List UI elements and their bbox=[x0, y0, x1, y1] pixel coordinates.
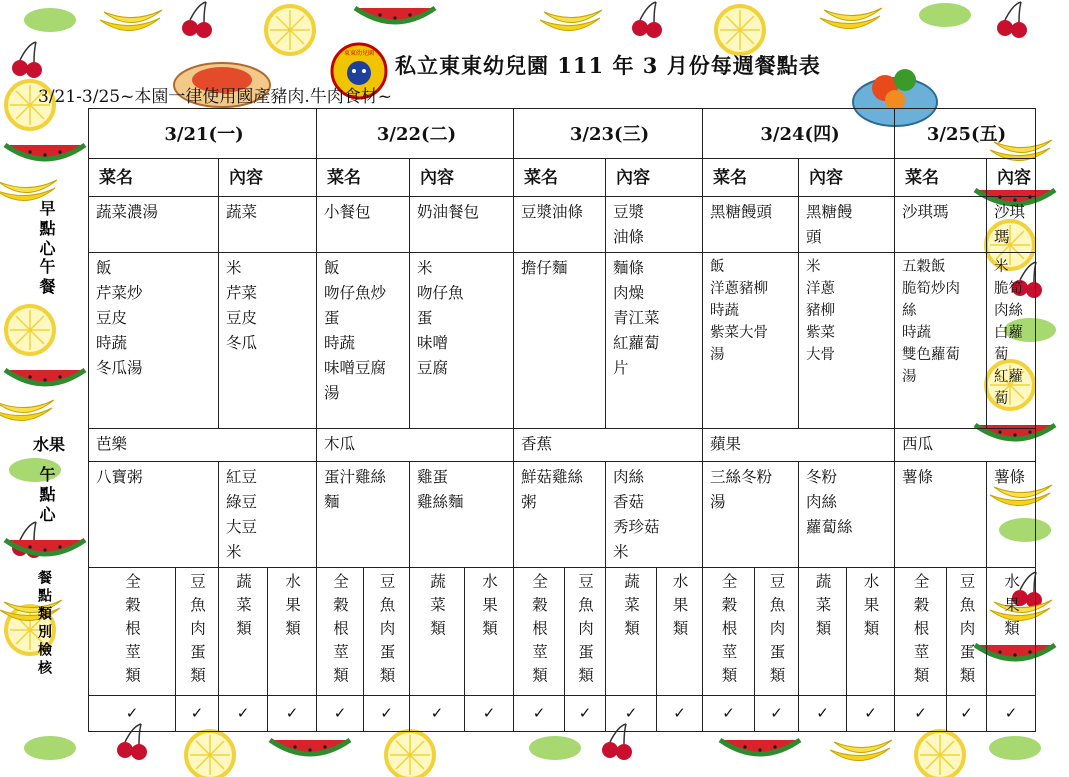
check-mark-icon: ✓ bbox=[190, 704, 204, 722]
lunch-dish: 五穀飯 脆筍炒肉 絲 時蔬 雙色蘿蔔 湯 bbox=[895, 253, 987, 429]
date-header-mon: 3/21(一) bbox=[89, 109, 317, 159]
food-group-cell bbox=[755, 568, 799, 696]
page-subtitle: 3/21-3/25~本園一律使用國產豬肉.牛肉食材~ bbox=[38, 87, 392, 107]
col-header-content: 內容 bbox=[606, 159, 703, 197]
food-group-cell bbox=[410, 568, 465, 696]
snack-dish: 八寶粥 bbox=[89, 462, 219, 568]
food-group-label: 全穀根莖類 bbox=[530, 573, 548, 691]
food-group-cell bbox=[317, 568, 364, 696]
check-mark-icon: ✓ bbox=[125, 704, 139, 722]
check-cell bbox=[657, 696, 703, 732]
food-group-cell bbox=[268, 568, 317, 696]
fruit-cell: 芭樂 bbox=[89, 429, 317, 462]
snack-dish: 鮮菇雞絲 粥 bbox=[514, 462, 606, 568]
breakfast-dish: 蔬菜濃湯 bbox=[89, 197, 219, 253]
col-header-content: 內容 bbox=[219, 159, 317, 197]
check-cell bbox=[987, 696, 1036, 732]
check-mark-icon: ✓ bbox=[333, 704, 347, 722]
check-cell bbox=[895, 696, 947, 732]
lunch-dish: 飯 吻仔魚炒 蛋 時蔬 味噌豆腐 湯 bbox=[317, 253, 410, 429]
col-header-dish: 菜名 bbox=[895, 159, 987, 197]
lunch-content: 米 吻仔魚 蛋 味噌 豆腐 bbox=[410, 253, 514, 429]
col-header-content: 內容 bbox=[799, 159, 895, 197]
food-group-label: 豆魚肉蛋類 bbox=[957, 573, 976, 691]
col-header-content: 內容 bbox=[987, 159, 1036, 197]
breakfast-content: 沙琪瑪 bbox=[987, 197, 1036, 253]
col-header-dish: 菜名 bbox=[317, 159, 410, 197]
check-mark-icon: ✓ bbox=[624, 704, 638, 722]
snack-dish: 三絲冬粉 湯 bbox=[703, 462, 799, 568]
page-title: 私立東東幼兒園 111 年 3 月份每週餐點表 bbox=[395, 53, 821, 78]
check-mark-icon: ✓ bbox=[914, 704, 927, 722]
breakfast-content: 豆漿 油條 bbox=[606, 197, 703, 253]
food-group-label: 水果類 bbox=[283, 573, 301, 644]
food-group-label: 蔬菜類 bbox=[234, 573, 252, 644]
check-cell bbox=[755, 696, 799, 732]
breakfast-dish: 沙琪瑪 bbox=[895, 197, 987, 253]
check-mark-icon: ✓ bbox=[673, 704, 686, 722]
food-group-label: 水果類 bbox=[861, 573, 880, 644]
snack-content: 肉絲 香菇 秀珍菇 米 bbox=[606, 462, 703, 568]
check-cell bbox=[703, 696, 755, 732]
check-cell bbox=[606, 696, 657, 732]
snack-content: 雞蛋 雞絲麵 bbox=[410, 462, 514, 568]
check-mark-icon: ✓ bbox=[236, 704, 250, 722]
lunch-content: 米 脆筍 肉絲 白蘿蔔 紅蘿蔔 bbox=[987, 253, 1036, 429]
food-group-label: 全穀根莖類 bbox=[911, 573, 930, 691]
check-cell bbox=[514, 696, 565, 732]
food-group-cell bbox=[987, 568, 1036, 696]
lunch-dish: 飯 芹菜炒 豆皮 時蔬 冬瓜湯 bbox=[89, 253, 219, 429]
check-cell bbox=[317, 696, 364, 732]
col-header-dish: 菜名 bbox=[514, 159, 606, 197]
check-mark-icon: ✓ bbox=[532, 704, 546, 722]
check-cell bbox=[176, 696, 219, 732]
breakfast-content: 奶油餐包 bbox=[410, 197, 514, 253]
food-group-cell bbox=[895, 568, 947, 696]
food-group-cell bbox=[89, 568, 176, 696]
food-group-label: 水果類 bbox=[670, 573, 689, 644]
breakfast-content: 黑糖饅 頭 bbox=[799, 197, 895, 253]
col-header-dish: 菜名 bbox=[89, 159, 219, 197]
snack-content: 冬粉 肉絲 蘿蔔絲 bbox=[799, 462, 895, 568]
food-group-cell bbox=[465, 568, 514, 696]
row-label-breakfast: 早點心 bbox=[37, 200, 56, 260]
food-group-cell bbox=[657, 568, 703, 696]
food-group-cell bbox=[606, 568, 657, 696]
col-header-content: 內容 bbox=[410, 159, 514, 197]
food-group-cell bbox=[703, 568, 755, 696]
check-cell bbox=[465, 696, 514, 732]
breakfast-dish: 小餐包 bbox=[317, 197, 410, 253]
food-group-label: 全穀根莖類 bbox=[331, 573, 349, 691]
row-label-check: 餐點類別檢核 bbox=[36, 570, 52, 678]
food-group-cell bbox=[565, 568, 606, 696]
food-group-label: 蔬菜類 bbox=[428, 573, 446, 644]
food-group-label: 豆魚肉蛋類 bbox=[188, 573, 206, 691]
breakfast-dish: 黑糖饅頭 bbox=[703, 197, 799, 253]
svg-text:東東幼兒園: 東東幼兒園 bbox=[343, 50, 375, 57]
check-mark-icon: ✓ bbox=[482, 704, 496, 722]
check-mark-icon: ✓ bbox=[864, 704, 877, 722]
check-mark-icon: ✓ bbox=[722, 704, 735, 722]
row-label-lunch: 午餐 bbox=[37, 258, 56, 298]
food-group-cell bbox=[176, 568, 219, 696]
check-cell bbox=[847, 696, 895, 732]
check-mark-icon: ✓ bbox=[960, 704, 973, 722]
snack-dish: 蛋汁雞絲 麵 bbox=[317, 462, 410, 568]
food-group-cell bbox=[219, 568, 268, 696]
date-header-thu: 3/24(四) bbox=[703, 109, 895, 159]
snack-content: 薯條 bbox=[987, 462, 1036, 568]
fruit-cell: 蘋果 bbox=[703, 429, 895, 462]
food-group-label: 全穀根莖類 bbox=[719, 573, 738, 691]
col-header-dish: 菜名 bbox=[703, 159, 799, 197]
food-group-cell bbox=[847, 568, 895, 696]
food-group-label: 全穀根莖類 bbox=[123, 573, 141, 691]
check-cell bbox=[268, 696, 317, 732]
check-cell bbox=[410, 696, 465, 732]
date-header-tue: 3/22(二) bbox=[317, 109, 514, 159]
check-cell bbox=[364, 696, 410, 732]
food-group-label: 蔬菜類 bbox=[813, 573, 832, 644]
check-mark-icon: ✓ bbox=[578, 704, 592, 722]
lunch-content: 米 芹菜 豆皮 冬瓜 bbox=[219, 253, 317, 429]
check-mark-icon: ✓ bbox=[1004, 704, 1018, 722]
food-group-cell bbox=[799, 568, 847, 696]
check-mark-icon: ✓ bbox=[285, 704, 299, 722]
check-mark-icon: ✓ bbox=[770, 704, 783, 722]
fruit-cell: 木瓜 bbox=[317, 429, 514, 462]
lunch-content: 麵條 肉燥 青江菜 紅蘿蔔 片 bbox=[606, 253, 703, 429]
food-group-label: 豆魚肉蛋類 bbox=[767, 573, 786, 691]
food-group-label: 豆魚肉蛋類 bbox=[576, 573, 594, 691]
food-group-cell bbox=[364, 568, 410, 696]
fruit-cell: 香蕉 bbox=[514, 429, 703, 462]
food-group-cell bbox=[514, 568, 565, 696]
lunch-content: 米 洋蔥 豬柳 紫菜 大骨 bbox=[799, 253, 895, 429]
date-header-wed: 3/23(三) bbox=[514, 109, 703, 159]
snack-content: 紅豆 綠豆 大豆 米 bbox=[219, 462, 317, 568]
check-cell bbox=[799, 696, 847, 732]
check-cell bbox=[565, 696, 606, 732]
date-header-fri: 3/25(五) bbox=[895, 109, 1036, 159]
check-mark-icon: ✓ bbox=[816, 704, 829, 722]
food-group-label: 蔬菜類 bbox=[622, 573, 640, 644]
food-group-label: 水果類 bbox=[1002, 573, 1020, 644]
lunch-dish: 擔仔麵 bbox=[514, 253, 606, 429]
row-label-fruit: 水果 bbox=[33, 435, 66, 454]
snack-dish: 薯條 bbox=[895, 462, 987, 568]
food-group-cell bbox=[947, 568, 987, 696]
fruit-cell: 西瓜 bbox=[895, 429, 1036, 462]
weekly-menu-table bbox=[88, 108, 1036, 732]
breakfast-dish: 豆漿油條 bbox=[514, 197, 606, 253]
breakfast-content: 蔬菜 bbox=[219, 197, 317, 253]
row-label-snack: 午點心 bbox=[37, 466, 56, 526]
check-mark-icon: ✓ bbox=[380, 704, 393, 722]
food-group-label: 水果類 bbox=[480, 573, 498, 644]
check-mark-icon: ✓ bbox=[430, 704, 444, 722]
check-cell bbox=[219, 696, 268, 732]
food-group-label: 豆魚肉蛋類 bbox=[377, 573, 396, 691]
check-cell bbox=[89, 696, 176, 732]
lunch-dish: 飯 洋蔥豬柳 時蔬 紫菜大骨 湯 bbox=[703, 253, 799, 429]
check-cell bbox=[947, 696, 987, 732]
